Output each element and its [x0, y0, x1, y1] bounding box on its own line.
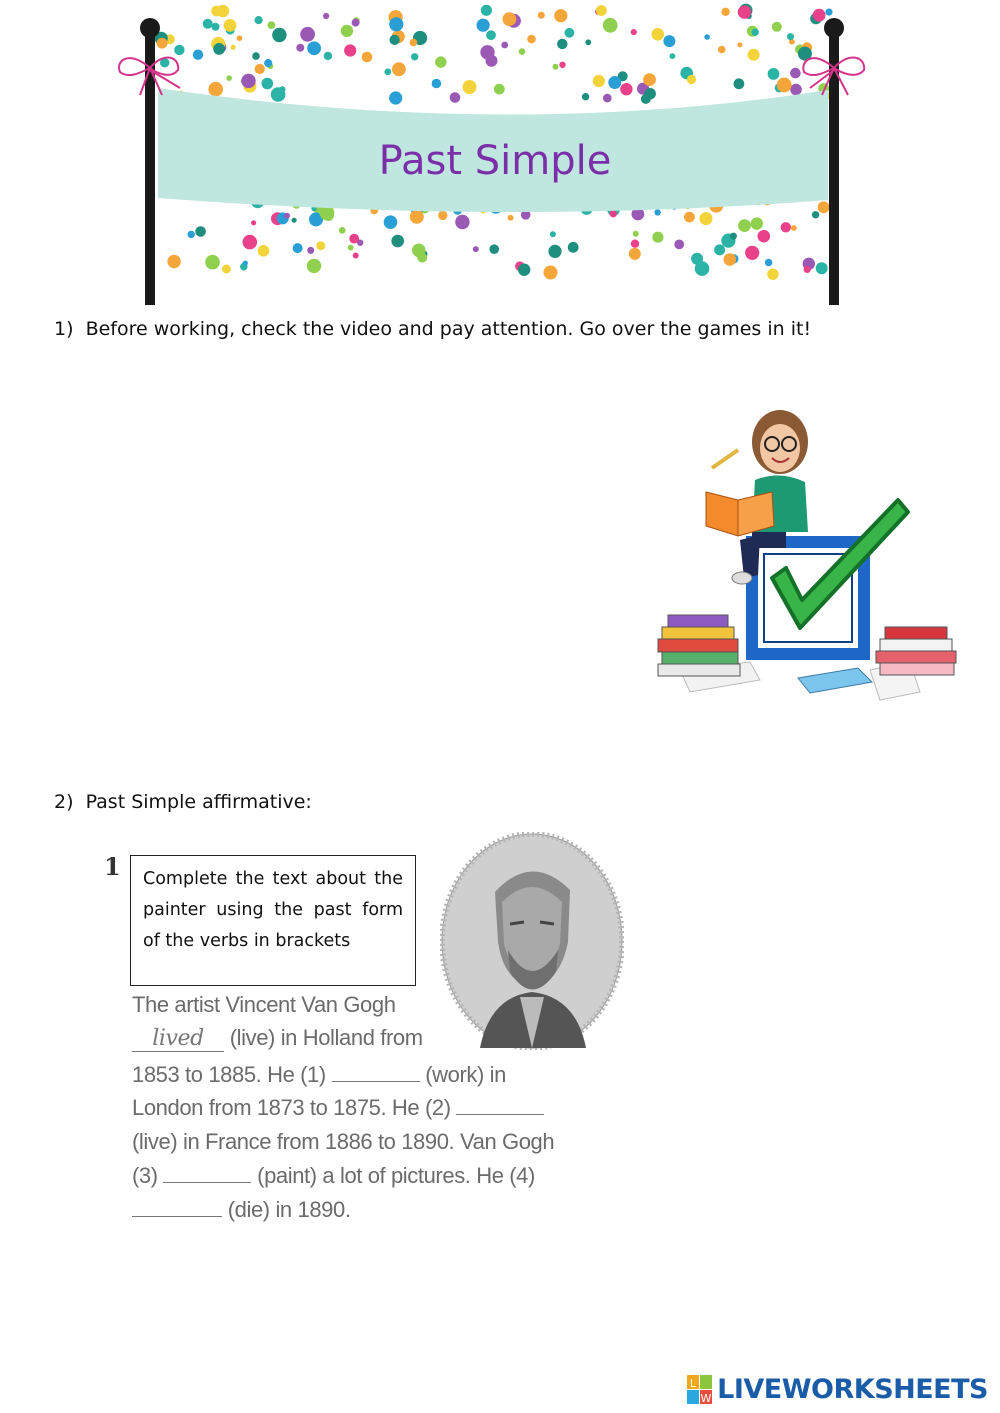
- confetti-dot: [568, 242, 579, 253]
- confetti-dot: [596, 5, 607, 16]
- confetti-dot: [222, 265, 231, 274]
- confetti-dot: [608, 76, 621, 89]
- confetti-dot: [477, 19, 490, 32]
- confetti-dot: [384, 215, 398, 229]
- passage-line-5: (live) in France from 1886 to 1890. Van Gogh: [132, 1129, 555, 1154]
- confetti-dot: [553, 64, 559, 70]
- confetti-dot: [738, 219, 751, 232]
- confetti-dot: [432, 79, 442, 89]
- confetti-dot: [489, 244, 499, 254]
- confetti-dot: [410, 210, 424, 224]
- confetti-dot: [501, 42, 508, 49]
- confetti-dot: [790, 68, 801, 79]
- confetti-dot: [767, 269, 778, 280]
- confetti-dot: [684, 212, 695, 223]
- confetti-dot: [700, 212, 713, 225]
- confetti-dot: [243, 261, 248, 266]
- confetti-dot: [781, 222, 791, 232]
- confetti-dot: [603, 18, 618, 33]
- confetti-dot: [208, 82, 223, 97]
- confetti-dot: [300, 27, 315, 42]
- confetti-dot: [262, 78, 274, 90]
- confetti-dot: [752, 29, 759, 36]
- confetti-dot: [818, 201, 830, 213]
- confetti-dot: [772, 22, 782, 32]
- confetti-dot: [631, 240, 639, 248]
- footer-brand: [687, 1374, 988, 1405]
- confetti-dot: [652, 232, 663, 243]
- confetti-dot: [353, 253, 359, 259]
- confetti-dot: [392, 62, 406, 76]
- confetti-dot: [734, 78, 745, 89]
- confetti-dot: [538, 12, 545, 19]
- confetti-dot: [293, 243, 303, 253]
- passage-line-7: (die) in 1890.: [132, 1197, 351, 1223]
- confetti-dot: [812, 211, 819, 218]
- confetti-dot: [339, 227, 346, 234]
- confetti-dot: [344, 44, 356, 56]
- confetti-dot: [758, 230, 771, 243]
- confetti-dot: [641, 94, 651, 104]
- confetti-dot: [410, 39, 418, 47]
- confetti-dot: [205, 255, 220, 270]
- confetti-dot: [341, 25, 353, 37]
- confetti-dot: [252, 52, 260, 60]
- confetti-dot: [255, 64, 265, 74]
- task-2-text: Past Simple affirmative:: [85, 791, 312, 813]
- confetti-dot: [765, 259, 773, 267]
- confetti-dot: [825, 9, 832, 16]
- confetti-dot: [704, 34, 710, 40]
- confetti-dot: [548, 245, 561, 258]
- confetti-dot: [231, 45, 236, 50]
- confetti-dot: [193, 50, 203, 60]
- confetti-dot: [268, 21, 276, 29]
- confetti-dot: [643, 73, 656, 86]
- task-1-number: 1): [54, 318, 74, 340]
- confetti-dot: [620, 83, 632, 95]
- confetti-dot: [438, 211, 447, 220]
- confetti-dot: [745, 246, 759, 260]
- confetti-dot: [391, 235, 404, 248]
- confetti-dot: [481, 5, 492, 16]
- confetti-dot: [455, 215, 469, 229]
- confetti-dot: [738, 5, 751, 18]
- confetti-dot: [384, 69, 391, 76]
- confetti-dot: [768, 68, 780, 80]
- confetti-dot: [674, 240, 684, 250]
- task-1: [54, 318, 811, 340]
- confetti-dot: [724, 253, 737, 266]
- confetti-dot: [652, 28, 665, 41]
- confetti-dot: [550, 231, 556, 237]
- confetti-dot: [348, 245, 354, 251]
- confetti-dot: [463, 80, 477, 94]
- confetti-dot: [324, 52, 332, 60]
- confetti-dot: [412, 244, 426, 258]
- confetti-dot: [316, 241, 325, 250]
- answer-blank-2[interactable]: [456, 1114, 544, 1115]
- confetti-dot: [352, 19, 360, 27]
- confetti-dot: [804, 266, 811, 273]
- task-2: [54, 791, 312, 813]
- confetti-dot: [157, 38, 168, 49]
- confetti-dot: [450, 92, 461, 103]
- svg-text:W: W: [700, 1391, 712, 1405]
- task-2-number: 2): [54, 791, 74, 813]
- confetti-dot: [243, 235, 258, 250]
- exercise-instruction: Complete the text about the painter using the past form of the verbs in brackets: [143, 869, 403, 951]
- confetti-dot: [284, 213, 290, 219]
- confetti-dot: [307, 259, 321, 273]
- confetti-dot: [593, 75, 605, 87]
- banner-title: Past Simple: [378, 138, 612, 184]
- confetti-dot: [813, 9, 826, 22]
- confetti-dot: [411, 53, 418, 60]
- confetti-dot: [241, 74, 255, 88]
- example-answer: lived: [132, 1025, 224, 1052]
- confetti-dot: [695, 261, 710, 276]
- confetti-dot: [544, 266, 558, 280]
- confetti-dot: [480, 45, 494, 59]
- confetti-dot: [272, 28, 286, 42]
- passage-line-2: lived (live) in Holland from: [132, 1025, 423, 1052]
- confetti-dot: [473, 246, 479, 252]
- passage-line-4: London from 1873 to 1875. He (2): [132, 1095, 544, 1121]
- confetti-dot: [292, 218, 297, 223]
- confetti-dot: [791, 225, 797, 231]
- confetti-dot: [687, 75, 696, 84]
- confetti-dot: [777, 78, 792, 93]
- answer-blank-1[interactable]: [332, 1081, 420, 1082]
- confetti-dot: [264, 59, 272, 67]
- confetti-dot: [323, 13, 329, 19]
- confetti-dot: [737, 42, 742, 47]
- confetti-dot: [585, 39, 591, 45]
- confetti-dot: [390, 35, 400, 45]
- confetti-dot: [237, 35, 243, 41]
- confetti-dot: [718, 46, 726, 54]
- task-1-text: Before working, check the video and pay attention. Go over the games in it!: [85, 318, 812, 340]
- confetti-dot: [554, 9, 567, 22]
- passage-line-1: The artist Vincent Van Gogh: [132, 992, 396, 1017]
- answer-blank-3[interactable]: [163, 1182, 251, 1183]
- confetti-dot: [603, 94, 612, 103]
- confetti-dot: [633, 231, 639, 237]
- confetti-dot: [631, 29, 637, 35]
- confetti-dot: [188, 231, 195, 238]
- confetti-dot: [279, 86, 285, 92]
- confetti-dot: [389, 17, 403, 31]
- confetti-dot: [527, 35, 536, 44]
- confetti-dot: [751, 217, 763, 229]
- answer-blank-4[interactable]: [132, 1216, 222, 1217]
- confetti-dot: [730, 233, 737, 240]
- confetti-dot: [565, 28, 575, 38]
- confetti-dot: [296, 44, 304, 52]
- confetti-dot: [503, 12, 517, 26]
- confetti-dot: [212, 23, 220, 31]
- confetti-dot: [787, 33, 794, 40]
- confetti-dot: [167, 255, 180, 268]
- confetti-dot: [654, 209, 660, 215]
- confetti-dot: [663, 35, 675, 47]
- confetti-dot: [508, 215, 514, 221]
- teacher-checkmark-illustration: [640, 400, 970, 710]
- confetti-dot: [486, 30, 496, 40]
- exercise-number: 1: [104, 852, 121, 881]
- confetti-dot: [174, 45, 184, 55]
- van-gogh-portrait: [440, 832, 624, 1050]
- confetti-dot: [721, 8, 729, 16]
- confetti-dot: [714, 244, 725, 255]
- confetti-dot: [557, 39, 567, 49]
- confetti-dot: [251, 220, 256, 225]
- confetti-dot: [610, 210, 617, 217]
- confetti-dot: [790, 84, 802, 96]
- passage-line-6: (3) (paint) a lot of pictures. He (4): [132, 1163, 535, 1188]
- confetti-dot: [670, 53, 676, 59]
- confetti-dot: [582, 93, 589, 100]
- confetti-dot: [748, 49, 760, 61]
- confetti-dot: [224, 19, 237, 32]
- confetti-dot: [518, 264, 530, 276]
- passage-line-3: 1853 to 1885. He (1) (work) in: [132, 1062, 506, 1087]
- confetti-dot: [494, 84, 505, 95]
- confetti-dot: [435, 56, 446, 67]
- confetti-dot: [255, 16, 263, 24]
- confetti-dot: [203, 19, 213, 29]
- confetti-dot: [816, 262, 828, 274]
- confetti-dot: [362, 52, 373, 63]
- confetti-dot: [307, 247, 314, 254]
- confetti-dot: [226, 75, 232, 81]
- confetti-dot: [307, 41, 321, 55]
- confetti-dot: [389, 91, 402, 104]
- confetti-dot: [258, 245, 270, 257]
- svg-text:L: L: [690, 1376, 697, 1390]
- exercise-instruction-box: [130, 855, 416, 986]
- confetti-dot: [349, 234, 359, 244]
- confetti-dot: [195, 226, 206, 237]
- liveworksheets-logo-icon: [687, 1375, 713, 1405]
- liveworksheets-brand: LIVEWORKSHEETS: [717, 1374, 988, 1405]
- confetti-dot: [519, 48, 526, 55]
- title-banner: [110, 0, 880, 305]
- confetti-dot: [211, 6, 222, 17]
- confetti-dot: [559, 62, 565, 68]
- confetti-dot: [213, 43, 225, 55]
- confetti-dot: [629, 248, 641, 260]
